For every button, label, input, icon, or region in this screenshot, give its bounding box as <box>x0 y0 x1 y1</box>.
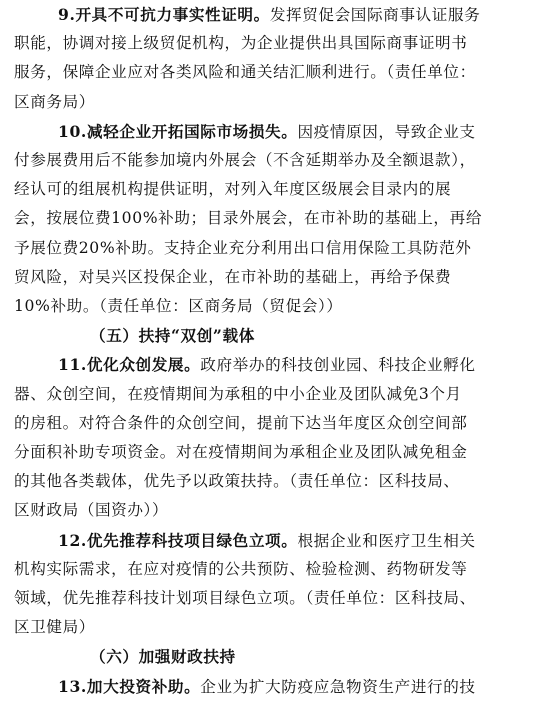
item-10-heading: 10.减轻企业开拓国际市场损失。 <box>58 121 298 141</box>
paragraph-11-line-4: 分面积补助专项资金。对在疫情期间为承租企业及团队减免租金 <box>14 443 468 461</box>
paragraph-12-line-3: 领域，优先推荐科技计划项目绿色立项。（责任单位：区科技局、 <box>14 589 476 607</box>
paragraph-11-line-3: 的房租。对符合条件的众创空间，提前下达当年度区众创空间部 <box>14 413 468 432</box>
item-11-text: 政府举办的科技创业园、科技企业孵化 <box>200 356 476 375</box>
paragraph-10-line-3: 经认可的组展机构提供证明，对列入年度区级展会目录内的展 <box>14 180 452 199</box>
paragraph-10-line-4: 会，按展位费100%补助；目录外展会，在市补助的基础上，再给 <box>14 209 483 228</box>
paragraph-12-line-2: 机构实际需求，在应对疫情的公共预防、检验检测、药物研发等 <box>14 559 468 578</box>
item-11-heading: 11.优化众创发展。 <box>58 355 201 375</box>
item-10-text: 因疫情原因，导致企业支 <box>297 122 476 141</box>
paragraph-10-line-5: 予展位费20%补助。支持企业充分利用出口信用保险工具防范外 <box>14 238 472 257</box>
paragraph-9-line-3: 服务，保障企业应对各类风险和通关结汇顺利进行。（责任单位： <box>14 63 476 82</box>
paragraph-12-line-1 <box>0 526 551 555</box>
item-9-heading: 9.开具不可抗力事实性证明。 <box>58 5 270 24</box>
paragraph-13-line-1 <box>0 672 551 701</box>
item-13-heading: 13.加大投资补助。 <box>58 676 201 696</box>
item-12-heading: 12.优先推荐科技项目绿色立项。 <box>58 530 298 550</box>
paragraph-11-line-5: 的其他各类载体，优先予以政策扶持。（责任单位：区科技局、 <box>14 472 460 491</box>
section-heading-5: （五）扶持“双创”载体 <box>90 326 255 346</box>
paragraph-11-line-1 <box>0 350 551 379</box>
paragraph-11-line-6: 区财政局（国资办）） <box>14 501 169 520</box>
paragraph-9-line-1 <box>0 0 551 29</box>
paragraph-9-line-4: 区商务局） <box>14 92 95 111</box>
paragraph-10-line-7: 10%补助。（责任单位：区商务局（贸促会）） <box>14 297 343 315</box>
item-9-text: 发挥贸促会国际商事认证服务 <box>269 6 481 24</box>
section-heading-6: （六）加强财政扶持 <box>90 647 236 667</box>
paragraph-9-line-2: 职能，协调对接上级贸促机构，为企业提供出具国际商事证明书 <box>14 34 468 53</box>
paragraph-12-line-4: 区卫健局） <box>14 618 95 637</box>
paragraph-11-line-2: 器、众创空间，在疫情期间为承租的中小企业及团队减免3个月 <box>14 384 462 403</box>
paragraph-10-line-2: 付参展费用后不能参加境内外展会（不含延期举办及全额退款）， <box>14 151 476 169</box>
item-13-text: 企业为扩大防疫应急物资生产进行的技 <box>200 677 476 696</box>
paragraph-10-line-6: 贸风险，对吴兴区投保企业，在市补助的基础上，再给予保费 <box>14 267 452 286</box>
paragraph-10-line-1 <box>0 117 551 146</box>
item-12-text: 根据企业和医疗卫生相关 <box>297 531 476 550</box>
